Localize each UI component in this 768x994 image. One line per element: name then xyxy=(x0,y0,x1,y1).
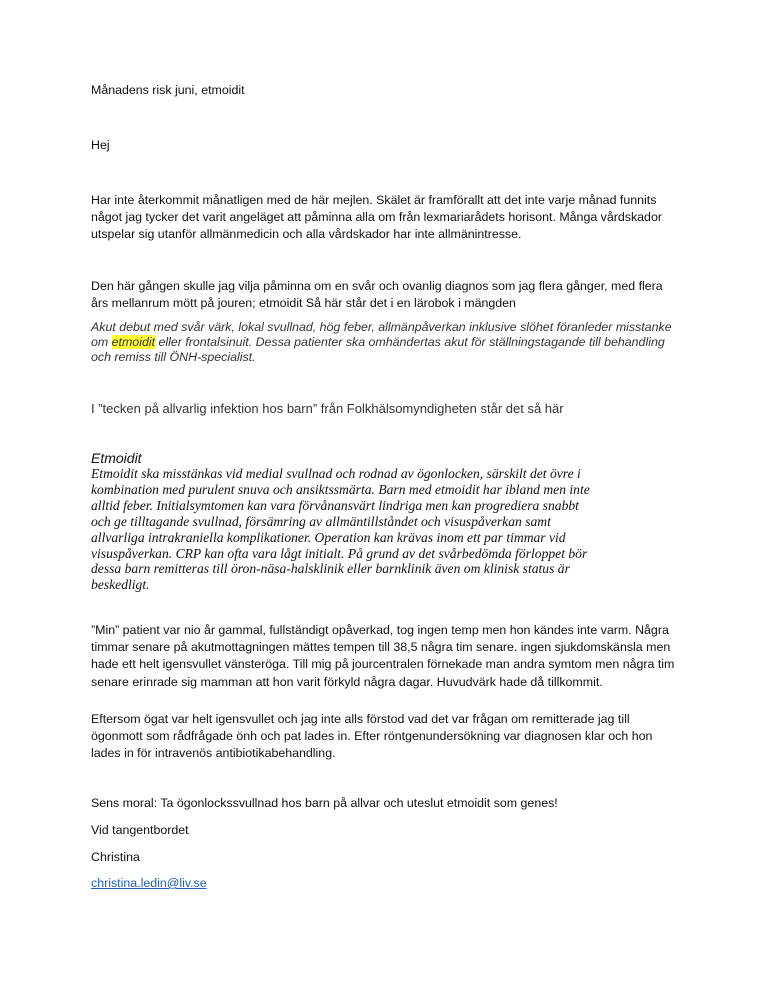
signature: Christina xyxy=(91,850,140,864)
lead-paragraph: Den här gången skulle jag vilja påminna om en svår och ovanlig diagnos som jag flera gånger, med flera års mellanrum mött på jouren; etmoidit Så här står det i en lärobok i mängden xyxy=(91,279,663,311)
greeting: Hej xyxy=(91,138,110,152)
highlighted-term: etmoidit xyxy=(111,335,156,349)
signoff: Vid tangentbordet xyxy=(91,823,189,837)
intro-paragraph: Har inte återkommit månatligen med de här mejlen. Skälet är framförallt att det inte varje månad funnits något jag tycker det varit angeläget att påminna alla om från lexmariarådets horisont. Många vårdskador utspelar sig utanför allmänmedicin och alla vårdskador har inte allmänintresse. xyxy=(91,193,662,242)
fhm-intro: I ”tecken på allvarlig infektion hos barn” från Folkhälsomyndigheten står det så här xyxy=(91,401,564,416)
email-link[interactable]: christina.ledin@liv.se xyxy=(91,876,207,890)
document-title: Månadens risk juni, etmoidit xyxy=(91,83,245,97)
textbook-quote-before: Akut debut med svår värk, lokal svullnad, hög feber, allmänpåverkan inklusive slöhet föranleder misstanke om xyxy=(91,320,672,349)
case-paragraph-1: ”Min” patient var nio år gammal, fullständigt opåverkad, tog ingen temp men hon kändes inte varm. Några timmar senare på akutmottagningen mättes tempen till 38,5 några tim senare. ingen sjukdomskänsla men hade ett helt igensvullet vänsteröga. Till mig på jourcentralen förnekade man andra symtom men några tim senare erinrade sig mamman att hon varit förkyld några dagar. Huvudvärk hade då tillkommit. xyxy=(91,623,675,689)
moral-line: Sens moral: Ta ögonlockssvullnad hos barn på allvar och uteslut etmoidit som genes! xyxy=(91,796,558,810)
textbook-quote-after: eller frontalsinuit. Dessa patienter ska omhändertas akut för ställningstagande till behandling och remiss till ÖNH-specialist. xyxy=(91,335,665,364)
fhm-heading: Etmoidit xyxy=(91,450,142,466)
email-line xyxy=(91,875,207,892)
case-paragraph-2: Eftersom ögat var helt igensvullet och jag inte alls förstod vad det var frågan om remitterade jag till ögonmott som rådfrågade önh och pat lades in. Efter röntgenundersökning var diagnosen klar och hon lades in för intravenös antibiotikabehandling. xyxy=(91,712,653,761)
textbook-quote xyxy=(91,320,681,365)
fhm-text: Etmoidit ska misstänkas vid medial svullnad och rodnad av ögonlocken, särskilt det övre i kombination med purulent snuva och ansiktssmärta. Barn med etmoidit har ibland men inte alltid feber. Initialsymtomen kan vara förvånansvärt lindriga men kan progrediera snabbt och ge tilltagande svullnad, försämring av allmäntillståndet och visuspåverkan samt allvarliga intrakraniella komplikationer. Operation kan krävas inom ett par timmar vid visuspåverkan. CRP kan ofta vara lågt initialt. På grund av det svårbedömda förloppet bör dessa barn remitteras till öron-näsa-halsklinik eller barnklinik även om klinisk status är beskedligt. xyxy=(91,466,590,593)
